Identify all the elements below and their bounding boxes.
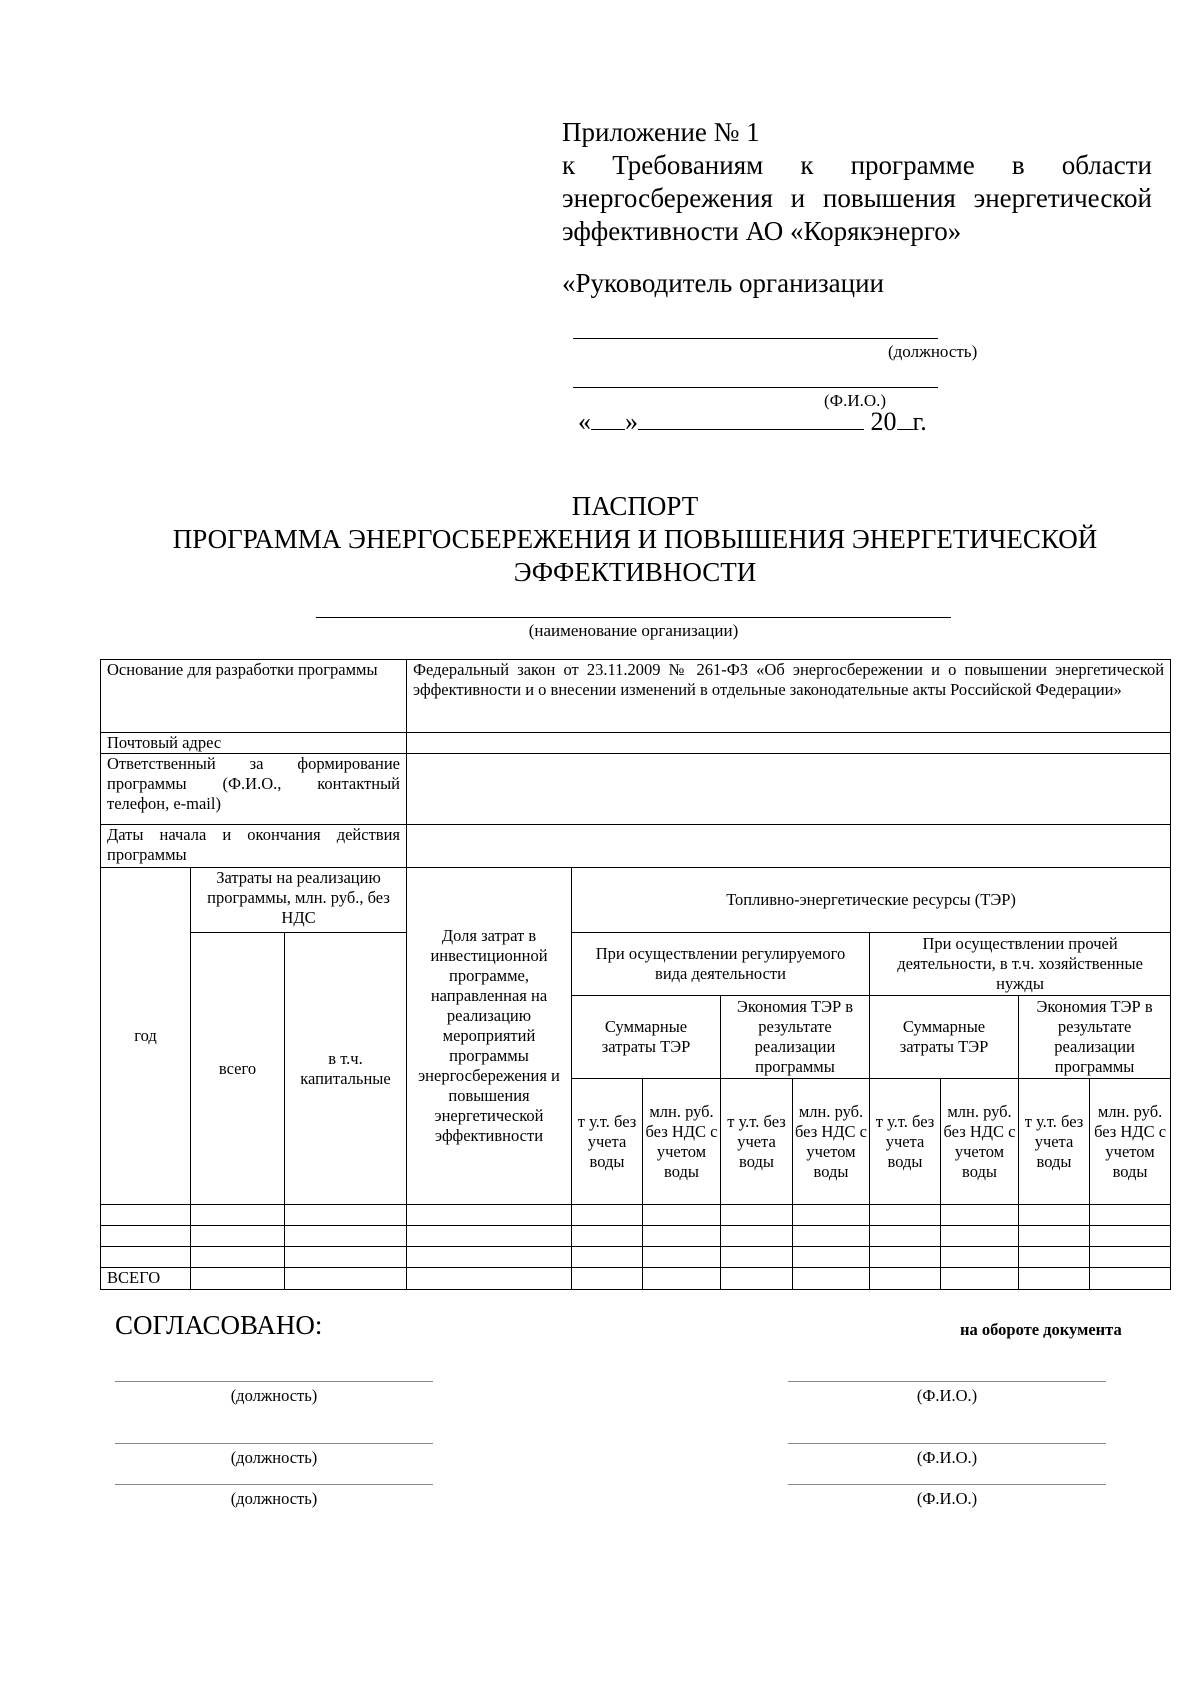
table-cell: [191, 1268, 285, 1290]
approval-name-caption: (Ф.И.О.): [824, 391, 887, 410]
unit-rub-header: млн. руб. без НДС с учетом воды: [643, 1079, 721, 1205]
responsible-label: Ответственный за формирование программы (Ф.И.О., контактный телефон, e-mail): [101, 754, 407, 825]
dates-value: [407, 825, 1171, 868]
table-cell: [572, 1205, 643, 1226]
title-program: ПРОГРАММА ЭНЕРГОСБЕРЕЖЕНИЯ И ПОВЫШЕНИЯ ЭНЕРГЕТИЧЕСКОЙ: [172, 524, 1098, 554]
table-cell: [793, 1205, 870, 1226]
table-cell: [721, 1268, 793, 1290]
table-cell: [572, 1226, 643, 1247]
signature-position-caption: (должность): [230, 1489, 318, 1508]
table-cell: [1019, 1226, 1090, 1247]
table-cell: [870, 1268, 941, 1290]
unit-rub-header: млн. руб. без НДС с учетом воды: [793, 1079, 870, 1205]
table-cell: [870, 1247, 941, 1268]
signature-name-caption: (Ф.И.О.): [916, 1386, 978, 1405]
table-header-row: [101, 868, 1171, 933]
organization-name-line: [316, 617, 951, 618]
table-cell: [191, 1247, 285, 1268]
table-data-row: [101, 1205, 1171, 1226]
table-cell: [285, 1205, 407, 1226]
table-cell: [101, 1205, 191, 1226]
table-cell: [1019, 1205, 1090, 1226]
table-cell: [1019, 1247, 1090, 1268]
table-cell: [870, 1226, 941, 1247]
signature-position-caption: (должность): [230, 1448, 318, 1467]
table-cell: [407, 1247, 572, 1268]
unit-rub-header: млн. руб. без НДС с учетом воды: [941, 1079, 1019, 1205]
table-cell: [101, 1247, 191, 1268]
table-cell: [643, 1226, 721, 1247]
passport-table: [100, 659, 1171, 1290]
signature-name-caption: (Ф.И.О.): [916, 1448, 978, 1467]
approval-position-caption: (должность): [888, 342, 978, 361]
table-cell: [191, 1226, 285, 1247]
responsible-value: [407, 754, 1171, 825]
table-cell: [572, 1247, 643, 1268]
appendix-header: [562, 116, 1152, 300]
table-cell: [1019, 1268, 1090, 1290]
table-cell: [941, 1205, 1019, 1226]
table-cell: [941, 1268, 1019, 1290]
title-program-cont: ЭФФЕКТИВНОСТИ: [513, 557, 757, 587]
signature-name-caption: (Ф.И.О.): [916, 1489, 978, 1508]
signature-position-line: [115, 1484, 433, 1485]
approval-position-line: [573, 338, 938, 339]
table-cell: [870, 1205, 941, 1226]
table-cell: [721, 1247, 793, 1268]
date-close-quote: »: [625, 407, 638, 436]
other-activity-header: При осуществлении прочей деятельности, в т.ч. хозяйственные нужды: [870, 933, 1171, 996]
table-header-row: [101, 933, 1171, 996]
signature-position-caption: (должность): [230, 1386, 318, 1405]
approval-name-line: [573, 387, 938, 388]
unit-rub-header: млн. руб. без НДС с учетом воды: [1090, 1079, 1171, 1205]
table-cell: [1090, 1268, 1171, 1290]
signature-name-line: [788, 1443, 1106, 1444]
share-header: Доля затрат в инвестиционной программе, направленная на реализацию мероприятий программы энергосбережения и повышения энергетической эффективности: [407, 868, 572, 1205]
reverse-note: на обороте документа: [960, 1320, 1122, 1339]
table-cell: [572, 1268, 643, 1290]
table-cell: [285, 1247, 407, 1268]
title-passport: ПАСПОРТ: [571, 491, 699, 521]
basis-label: Основание для разработки программы: [101, 660, 407, 733]
table-cell: [793, 1268, 870, 1290]
approval-date-line: [578, 407, 927, 437]
table-data-row: [101, 1226, 1171, 1247]
date-year-blank: [897, 407, 913, 430]
table-row: [101, 825, 1171, 868]
postal-value: [407, 733, 1171, 754]
appendix-line-3: энергосбережения и повышения энергетической: [562, 183, 1152, 213]
date-open-quote: «: [578, 407, 591, 436]
organization-name-caption: (наименование организации): [528, 621, 739, 640]
table-data-row: [101, 1247, 1171, 1268]
regulated-total-ter-header: Суммарные затраты ТЭР: [572, 996, 721, 1079]
table-cell: [191, 1205, 285, 1226]
table-cell: [643, 1205, 721, 1226]
appendix-line-2: к Требованиям к программе в области: [562, 150, 1152, 180]
unit-tut-header: т у.т. без учета воды: [1019, 1079, 1090, 1205]
signature-position-line: [115, 1443, 433, 1444]
total-row-label: ВСЕГО: [101, 1268, 191, 1290]
ter-header: Топливно-энергетические ресурсы (ТЭР): [572, 868, 1171, 933]
signature-name-line: [788, 1484, 1106, 1485]
postal-label: Почтовый адрес: [101, 733, 407, 754]
table-total-row: [101, 1268, 1171, 1290]
table-cell: [407, 1268, 572, 1290]
document-title: [100, 490, 1170, 589]
table-cell: [407, 1226, 572, 1247]
unit-tut-header: т у.т. без учета воды: [572, 1079, 643, 1205]
table-cell: [793, 1247, 870, 1268]
table-row: [101, 660, 1171, 733]
table-row: [101, 733, 1171, 754]
date-year-prefix: 20: [870, 407, 897, 436]
table-cell: [941, 1226, 1019, 1247]
signature-position-line: [115, 1381, 433, 1382]
table-cell: [285, 1226, 407, 1247]
appendix-line-4: эффективности АО «Корякэнерго»: [562, 216, 962, 246]
table-cell: [101, 1226, 191, 1247]
appendix-number: Приложение № 1: [562, 117, 760, 147]
dates-label: Даты начала и окончания действия программы: [101, 825, 407, 868]
table-cell: [643, 1268, 721, 1290]
year-header: год: [101, 868, 191, 1205]
table-cell: [643, 1247, 721, 1268]
costs-capital-header: в т.ч. капитальные: [285, 933, 407, 1205]
table-cell: [1090, 1247, 1171, 1268]
date-year-suffix: г.: [912, 407, 927, 436]
signature-name-line: [788, 1381, 1106, 1382]
regulated-economy-header: Экономия ТЭР в результате реализации программы: [721, 996, 870, 1079]
costs-total-header: всего: [191, 933, 285, 1205]
unit-tut-header: т у.т. без учета воды: [870, 1079, 941, 1205]
table-row: [101, 754, 1171, 825]
table-cell: [941, 1247, 1019, 1268]
table-cell: [721, 1226, 793, 1247]
table-cell: [285, 1268, 407, 1290]
table-cell: [407, 1205, 572, 1226]
table-cell: [721, 1205, 793, 1226]
unit-tut-header: т у.т. без учета воды: [721, 1079, 793, 1205]
costs-header: Затраты на реализацию программы, млн. руб., без НДС: [191, 868, 407, 933]
table-cell: [1090, 1226, 1171, 1247]
table-cell: [1090, 1205, 1171, 1226]
other-total-ter-header: Суммарные затраты ТЭР: [870, 996, 1019, 1079]
table-cell: [793, 1226, 870, 1247]
date-day-blank: [591, 407, 625, 430]
agreed-heading: СОГЛАСОВАНО:: [115, 1310, 323, 1340]
date-month-blank: [638, 407, 864, 430]
other-economy-header: Экономия ТЭР в результате реализации программы: [1019, 996, 1171, 1079]
basis-value: Федеральный закон от 23.11.2009 № 261-ФЗ «Об энергосбережении и о повышении энергетической эффективности и о внесении изменений в отдельные законодательные акты Российской Федерации»: [407, 660, 1171, 733]
approval-head: «Руководитель организации: [562, 268, 885, 298]
regulated-activity-header: При осуществлении регулируемого вида деятельности: [572, 933, 870, 996]
